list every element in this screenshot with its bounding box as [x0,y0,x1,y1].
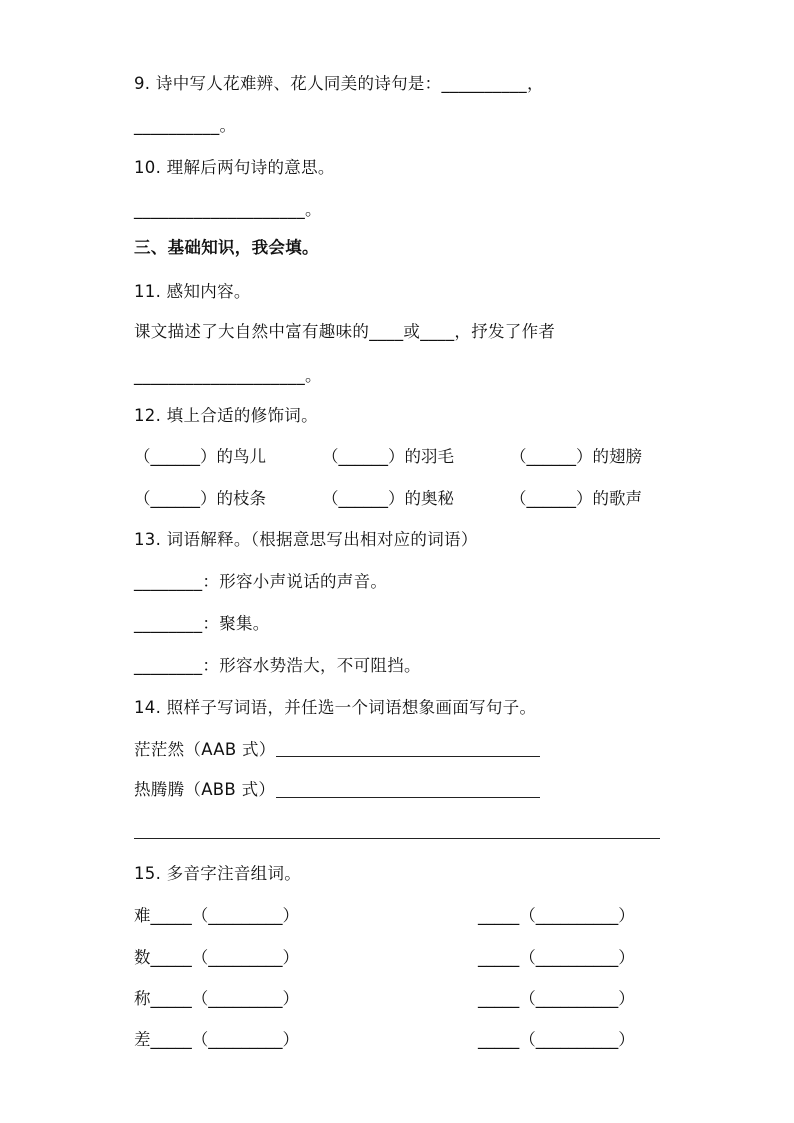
q11-line-1: 课文描述了大自然中富有趣味的____或____，抒发了作者 [134,322,556,341]
q15-right-item: _____（__________） [478,906,635,925]
q12-item: （______）的鸟儿 [134,447,266,466]
q12-item: （______）的奥秘 [322,489,454,508]
q11-answer-blank: ____________________。 [134,366,322,385]
q13-item: ________：形容小声说话的声音。 [134,572,388,591]
q9-line-2: __________。 [134,116,237,135]
q14-prompt: 14. 照样子写词语，并任选一个词语想象画面写句子。 [134,698,537,717]
q15-right-item: _____（__________） [478,948,635,967]
q10-answer-blank: ____________________。 [134,200,322,219]
q14-example-2: 热腾腾（ABB 式） [134,780,276,799]
q13-item: ________：形容水势浩大，不可阻挡。 [134,656,421,675]
q12-prompt: 12. 填上合适的修饰词。 [134,406,318,425]
q14-example-1: 茫茫然（AAB 式） [134,740,276,759]
section-3-heading: 三、基础知识，我会填。 [134,238,319,257]
q12-item: （______）的歌声 [510,489,642,508]
q15-right-item: _____（__________） [478,1030,635,1049]
q14-answer-line-1 [276,756,540,757]
q15-left-item: 称_____（_________） [134,989,299,1008]
q11-prompt: 11. 感知内容。 [134,282,251,301]
q12-item: （______）的羽毛 [322,447,454,466]
q14-answer-line-2 [276,797,540,798]
q9-line-1: 9. 诗中写人花难辨、花人同美的诗句是：__________， [134,74,544,93]
q15-prompt: 15. 多音字注音组词。 [134,864,302,883]
q15-right-item: _____（__________） [478,989,635,1008]
q15-left-item: 数_____（_________） [134,948,299,967]
q13-prompt: 13. 词语解释。（根据意思写出相对应的词语） [134,530,478,549]
q12-item: （______）的枝条 [134,489,266,508]
q15-left-item: 差_____（_________） [134,1030,299,1049]
q10-prompt: 10. 理解后两句诗的意思。 [134,158,335,177]
q14-sentence-line [134,838,660,839]
q13-item: ________：聚集。 [134,614,270,633]
q12-item: （______）的翅膀 [510,447,642,466]
q15-left-item: 难_____（_________） [134,906,299,925]
